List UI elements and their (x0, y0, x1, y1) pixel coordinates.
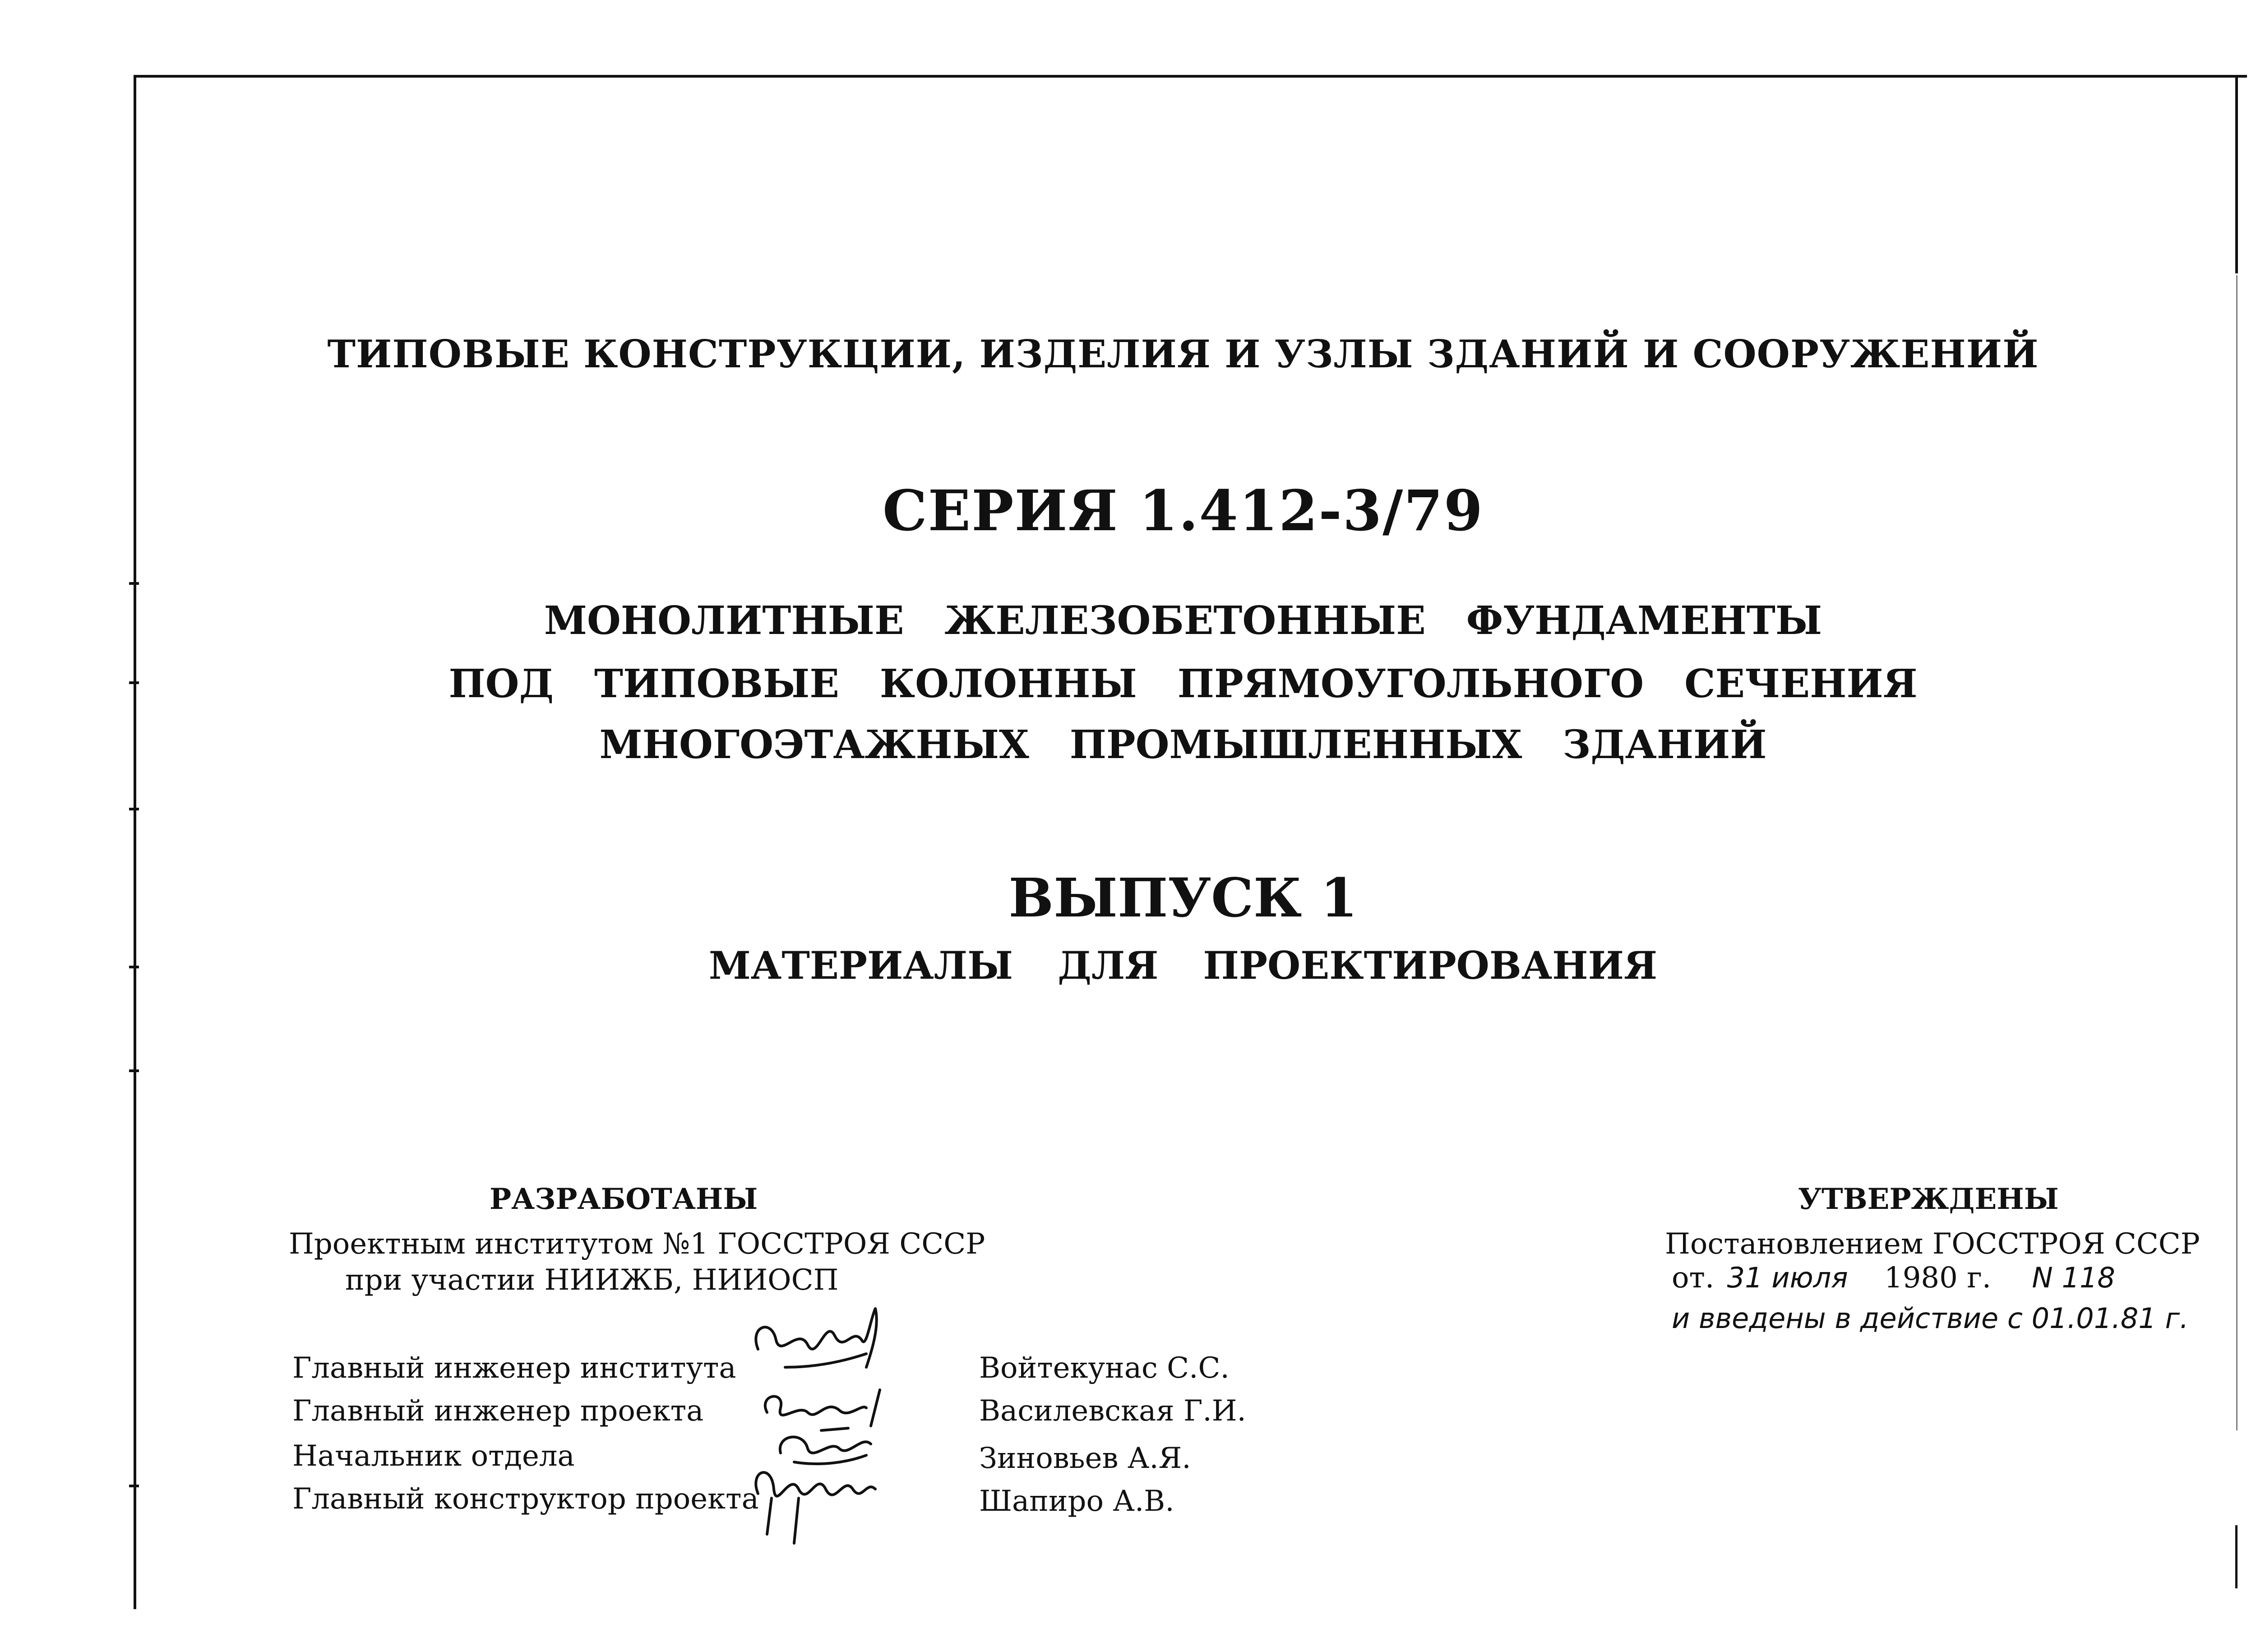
handwritten-signatures (731, 1300, 966, 1552)
frame-top-border (134, 75, 2247, 78)
signature-2 (765, 1390, 880, 1426)
series-number: СЕРИЯ 1.412-3/79 (882, 478, 1484, 544)
document-header-title: ТИПОВЫЕ КОНСТРУКЦИИ, ИЗДЕЛИЯ И УЗЛЫ ЗДАНИЙ И СООРУЖЕНИЙ (327, 332, 2039, 376)
signature-3 (780, 1428, 871, 1464)
frame-right-border (2235, 75, 2238, 273)
staff-position: Главный инженер проекта (292, 1394, 704, 1428)
staff-name: Шапиро А.В. (979, 1485, 1174, 1518)
staff-position: Главный конструктор проекта (292, 1482, 759, 1516)
frame-right-border-bottom (2235, 1525, 2238, 1588)
binding-tick (129, 808, 139, 810)
issue-subtitle: МАТЕРИАЛЫ ДЛЯ ПРОЕКТИРОВАНИЯ (708, 943, 1658, 988)
subject-line-2: ПОД ТИПОВЫЕ КОЛОННЫ ПРЯМОУГОЛЬНОГО СЕЧЕНИЯ (448, 661, 1918, 707)
developed-participants: при участии НИИЖБ, НИИОСП (345, 1263, 839, 1297)
developed-heading: РАЗРАБОТАНЫ (490, 1182, 758, 1216)
approved-date-line (1672, 1261, 2115, 1295)
binding-tick (129, 1069, 139, 1072)
approved-year: 1980 г. (1884, 1261, 1992, 1295)
approved-number-handwritten: N 118 (2032, 1261, 2115, 1294)
staff-name: Войтекунас С.С. (979, 1351, 1230, 1385)
signature-4 (756, 1472, 875, 1543)
developed-institute: Проектным институтом №1 ГОССТРОЯ СССР (289, 1227, 985, 1261)
staff-position: Начальник отдела (292, 1439, 575, 1473)
frame-left-border (134, 75, 136, 1609)
staff-name: Зиновьев А.Я. (979, 1442, 1191, 1475)
issue-number: ВЫПУСК 1 (1008, 866, 1358, 929)
subject-line-1: МОНОЛИТНЫЕ ЖЕЛЕЗОБЕТОННЫЕ ФУНДАМЕНТЫ (544, 598, 1822, 643)
approved-decree: Постановлением ГОССТРОЯ СССР (1665, 1227, 2200, 1261)
binding-tick (129, 1485, 139, 1487)
staff-name: Василевская Г.И. (979, 1394, 1246, 1428)
subject-line-3: МНОГОЭТАЖНЫХ ПРОМЫШЛЕННЫХ ЗДАНИЙ (599, 722, 1767, 768)
binding-tick (129, 582, 139, 585)
signature-1 (756, 1309, 875, 1367)
frame-right-border-lower (2236, 275, 2238, 1430)
approved-heading: УТВЕРЖДЕНЫ (1798, 1182, 2059, 1216)
approved-effective-note: и введены в действие с 01.01.81 г. (1672, 1302, 2189, 1335)
approved-date-prefix: от. (1672, 1261, 1715, 1295)
approved-date-handwritten: 31 июля (1727, 1261, 1848, 1294)
staff-position: Главный инженер института (292, 1351, 736, 1385)
